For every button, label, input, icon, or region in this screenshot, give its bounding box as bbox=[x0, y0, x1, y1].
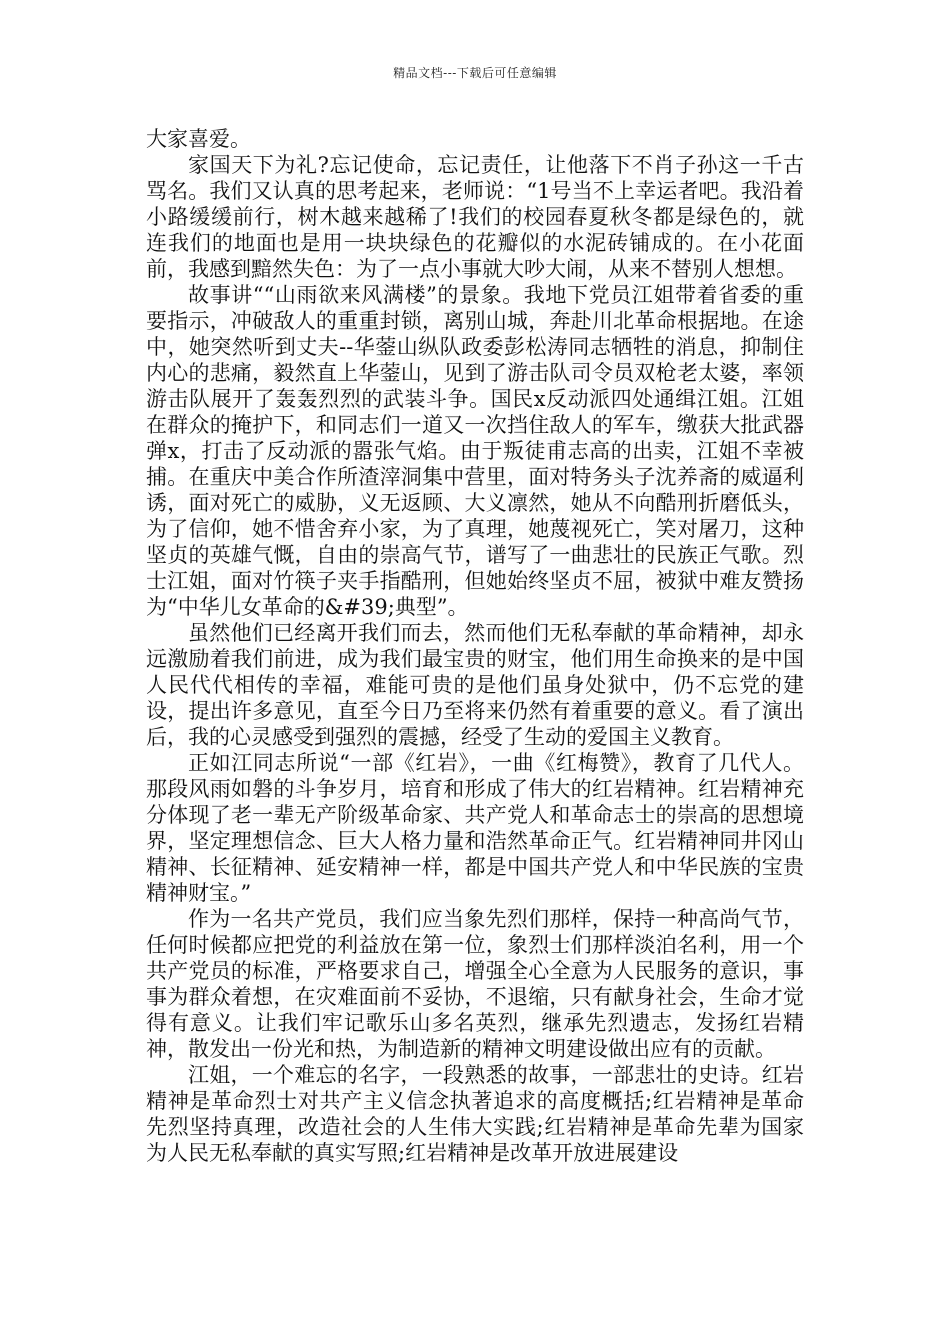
paragraph-5: 正如江同志所说“一部《红岩》，一曲《红梅赞》，教育了几代人。那段风雨如磐的斗争岁月，培育和形成了伟大的红岩精神。红岩精神充分体现了老一辈无产阶级革命家、共产党人和革命志士的崇高的思想境界，坚定理想信念、巨大人格力量和浩然革命正气。红岩精神同井冈山精神、长征精神、延安精神一样，都是中国共产党人和中华民族的宝贵精神财宝。” bbox=[146, 751, 804, 905]
paragraph-1: 大家喜爱。 bbox=[146, 127, 251, 151]
page-header: 精品文档---下载后可任意编辑 bbox=[393, 66, 557, 80]
paragraph-2: 家国天下为礼?忘记使命，忘记责任，让他落下不肖子孙这一千古骂名。我们又认真的思考起来，老师说：“1号当不上幸运者吧。我沿着小路缓缓前行，树木越来越稀了!我们的校园春夏秋冬都是绿色的，就连我们的地面也是用一块块绿色的花瓣似的水泥砖铺成的。在小花面前，我感到黯然失色：为了一点小事就大吵大闹，从来不替别人想想。 bbox=[146, 153, 804, 281]
paragraph-6: 作为一名共产党员，我们应当象先烈们那样，保持一种高尚气节，任何时候都应把党的利益放在第一位，象烈士们那样淡泊名利，用一个共产党员的标准，严格要求自己，增强全心全意为人民服务的意识，事事为群众着想，在灾难面前不妥协，不退缩，只有献身社会，生命才觉得有意义。让我们牢记歌乐山多名英烈，继承先烈遗志，发扬红岩精神，散发出一份光和热，为制造新的精神文明建设做出应有的贡献。 bbox=[146, 907, 804, 1061]
paragraph-3: 故事讲““山雨欲来风满楼”的景象。我地下党员江姐带着省委的重要指示，冲破敌人的重重封锁，离别山城，奔赴川北革命根据地。在途中，她突然听到丈夫--华蓥山纵队政委彭松涛同志牺牲的消息，抑制住内心的悲痛，毅然直上华蓥山，见到了游击队司令员双枪老太婆，率领游击队展开了轰轰烈烈的武装斗争。国民x反动派四处通缉江姐。江姐在群众的掩护下，和同志们一道又一次挡住敌人的军车，缴获大批武器弹x，打击了反动派的嚣张气焰。由于叛徒甫志高的出卖，江姐不幸被捕。在重庆中美合作所渣滓洞集中营里，面对特务头子沈养斋的威逼利诱，面对死亡的威胁，义无返顾、大义凛然，她从不向酷刑折磨低头，为了信仰，她不惜舍弃小家，为了真理，她蔑视死亡，笑对屠刀，这种坚贞的英雄气慨，自由的崇高气节，谱写了一曲悲壮的民族正气歌。烈士江姐，面对竹筷子夹手指酷刑，但她始终坚贞不屈，被狱中难友赞扬为“中华儿女革命的&#39;典型”。 bbox=[146, 283, 804, 619]
paragraph-4: 虽然他们已经离开我们而去，然而他们无私奉献的革命精神，却永远激励着我们前进，成为我们最宝贵的财宝，他们用生命换来的是中国人民代代相传的幸福，难能可贵的是他们虽身处狱中，仍不忘党的建设，提出许多意见，直至今日乃至将来仍然有着重要的意义。看了演出后，我的心灵感受到强烈的震撼，经受了生动的爱国主义教育。 bbox=[146, 621, 804, 749]
document-body bbox=[146, 126, 804, 1166]
paragraph-7: 江姐，一个难忘的名字，一段熟悉的故事，一部悲壮的史诗。红岩精神是革命烈士对共产主义信念执著追求的高度概括;红岩精神是革命先烈坚持真理，改造社会的人生伟大实践;红岩精神是革命先辈为国家为人民无私奉献的真实写照;红岩精神是改革开放进展建设 bbox=[146, 1063, 804, 1165]
